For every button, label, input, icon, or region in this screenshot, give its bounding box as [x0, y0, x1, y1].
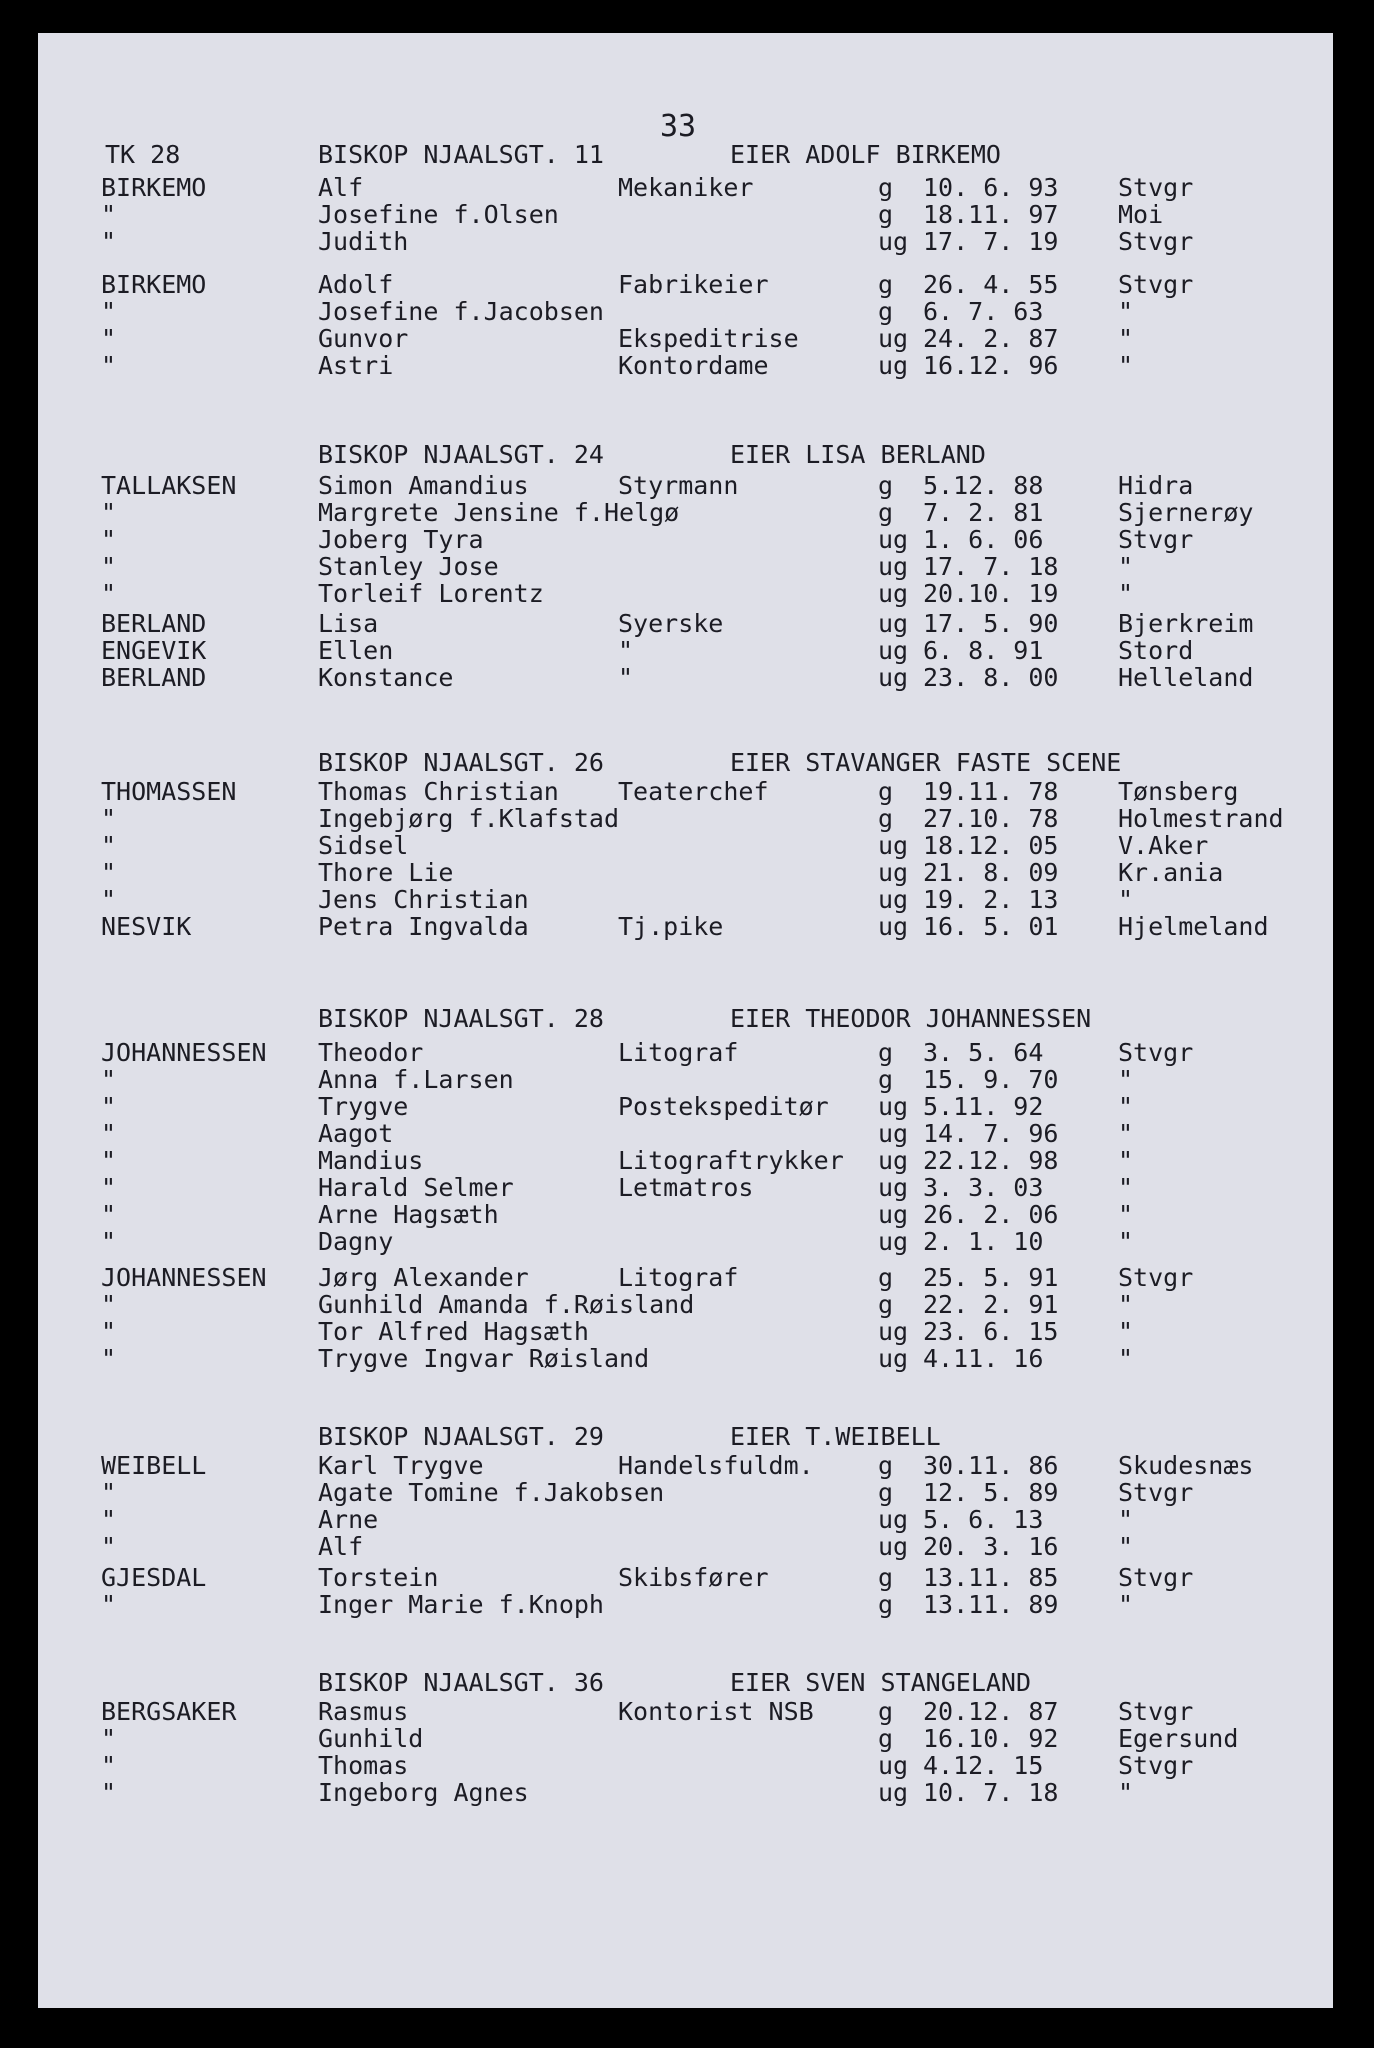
surname: " — [101, 1317, 117, 1346]
first-names: Ellen — [318, 636, 394, 665]
birthplace: Stvgr — [1118, 525, 1194, 554]
surname: " — [101, 1590, 117, 1619]
marital-status: ug — [878, 227, 909, 256]
marital-status: ug — [878, 1532, 909, 1561]
birth-date: 17. 5. 90 — [923, 609, 1059, 638]
surname: " — [101, 525, 117, 554]
first-names: Torleif Lorentz — [318, 579, 544, 608]
birth-date: 5. 6. 13 — [923, 1505, 1044, 1534]
marital-status: g — [878, 1724, 894, 1753]
first-names: Adolf — [318, 270, 394, 299]
occupation: Syerske — [618, 609, 724, 638]
surname: " — [101, 227, 117, 256]
birth-date: 14. 7. 96 — [923, 1119, 1059, 1148]
birth-date: 18.12. 05 — [923, 831, 1059, 860]
birthplace: " — [1118, 552, 1134, 581]
first-names: Arne — [318, 1505, 379, 1534]
birth-date: 12. 5. 89 — [923, 1478, 1059, 1507]
street-address: BISKOP NJAALSGT. 36 — [318, 1668, 604, 1697]
birth-date: 21. 8. 09 — [923, 858, 1059, 887]
first-names: Alf — [318, 1532, 364, 1561]
surname: " — [101, 552, 117, 581]
birth-date: 10. 7. 18 — [923, 1778, 1059, 1807]
birthplace: Tønsberg — [1118, 777, 1239, 806]
resident-row — [38, 498, 1333, 528]
surname: JOHANNESSEN — [101, 1263, 267, 1292]
birth-date: 15. 9. 70 — [923, 1065, 1059, 1094]
first-names: Petra Ingvalda — [318, 912, 529, 941]
first-names: Josefine f.Olsen — [318, 200, 559, 229]
birthplace: " — [1118, 1317, 1134, 1346]
resident-row — [38, 1778, 1333, 1808]
marital-status: ug — [878, 324, 909, 353]
birth-date: 3. 5. 64 — [923, 1038, 1044, 1067]
surname: BERLAND — [101, 609, 207, 638]
surname: WEIBELL — [101, 1451, 207, 1480]
surname: " — [101, 1751, 117, 1780]
birth-date: 19. 2. 13 — [923, 885, 1059, 914]
birthplace: Stvgr — [1118, 227, 1194, 256]
occupation: Postekspeditør — [618, 1092, 829, 1121]
birth-date: 17. 7. 18 — [923, 552, 1059, 581]
birthplace: " — [1118, 1092, 1134, 1121]
marital-status: g — [878, 1290, 894, 1319]
birthplace: Stvgr — [1118, 1263, 1194, 1292]
first-names: Inger Marie f.Knoph — [318, 1590, 604, 1619]
surname: " — [101, 1173, 117, 1202]
birthplace: " — [1118, 1290, 1134, 1319]
first-names: Gunhild — [318, 1724, 424, 1753]
birthplace: " — [1118, 1227, 1134, 1256]
birth-date: 5.11. 92 — [923, 1092, 1044, 1121]
marital-status: ug — [878, 858, 909, 887]
resident-row — [38, 200, 1333, 230]
occupation: Styrmann — [618, 471, 739, 500]
marital-status: ug — [878, 1751, 909, 1780]
property-owner: EIER STAVANGER FASTE SCENE — [730, 748, 1122, 777]
marital-status: ug — [878, 1344, 909, 1373]
birthplace: " — [1118, 1505, 1134, 1534]
resident-row — [38, 663, 1333, 693]
occupation: Teaterchef — [618, 777, 769, 806]
section-header — [38, 440, 1333, 470]
birthplace: Egersund — [1118, 1724, 1239, 1753]
birth-date: 23. 8. 00 — [923, 663, 1059, 692]
marital-status: g — [878, 1038, 894, 1067]
birthplace: Stvgr — [1118, 1478, 1194, 1507]
marital-status: ug — [878, 1227, 909, 1256]
first-names: Konstance — [318, 663, 454, 692]
resident-row — [38, 1263, 1333, 1293]
page-number: 33 — [660, 109, 697, 144]
resident-row — [38, 552, 1333, 582]
surname: BIRKEMO — [101, 173, 207, 202]
surname: " — [101, 1505, 117, 1534]
first-names: Thomas Christian — [318, 777, 559, 806]
resident-row — [38, 1751, 1333, 1781]
occupation: Kontordame — [618, 351, 769, 380]
street-address: BISKOP NJAALSGT. 26 — [318, 748, 604, 777]
surname: " — [101, 1200, 117, 1229]
marital-status: ug — [878, 1200, 909, 1229]
resident-row — [38, 831, 1333, 861]
marital-status: ug — [878, 1317, 909, 1346]
occupation: Mekaniker — [618, 173, 754, 202]
birth-date: 25. 5. 91 — [923, 1263, 1059, 1292]
occupation: Litograf — [618, 1038, 739, 1067]
first-names: Ingebjørg f.Klafstad — [318, 804, 620, 833]
first-names: Margrete Jensine f.Helgø — [318, 498, 680, 527]
birth-date: 20.10. 19 — [923, 579, 1059, 608]
marital-status: ug — [878, 663, 909, 692]
marital-status: ug — [878, 1778, 909, 1807]
birth-date: 13.11. 89 — [923, 1590, 1059, 1619]
birthplace: " — [1118, 1590, 1134, 1619]
birthplace: " — [1118, 1200, 1134, 1229]
surname: " — [101, 1290, 117, 1319]
birthplace: " — [1118, 1173, 1134, 1202]
first-names: Mandius — [318, 1146, 424, 1175]
birth-date: 4.12. 15 — [923, 1751, 1044, 1780]
birth-date: 16. 5. 01 — [923, 912, 1059, 941]
birth-date: 4.11. 16 — [923, 1344, 1044, 1373]
resident-row — [38, 804, 1333, 834]
surname: BERGSAKER — [101, 1697, 237, 1726]
birthplace: Holmestrand — [1118, 804, 1284, 833]
first-names: Torstein — [318, 1563, 439, 1592]
birthplace: Stvgr — [1118, 1697, 1194, 1726]
resident-row — [38, 1173, 1333, 1203]
resident-row — [38, 471, 1333, 501]
marital-status: ug — [878, 1119, 909, 1148]
first-names: Astri — [318, 351, 394, 380]
first-names: Alf — [318, 173, 364, 202]
resident-row — [38, 173, 1333, 203]
birthplace: " — [1118, 885, 1134, 914]
resident-row — [38, 270, 1333, 300]
surname: " — [101, 804, 117, 833]
first-names: Rasmus — [318, 1697, 409, 1726]
first-names: Josefine f.Jacobsen — [318, 297, 604, 326]
first-names: Thore Lie — [318, 858, 454, 887]
resident-row — [38, 579, 1333, 609]
occupation: Tj.pike — [618, 912, 724, 941]
street-address: BISKOP NJAALSGT. 24 — [318, 440, 604, 469]
resident-row — [38, 858, 1333, 888]
birth-date: 26. 2. 06 — [923, 1200, 1059, 1229]
property-owner: EIER LISA BERLAND — [730, 440, 986, 469]
street-address: BISKOP NJAALSGT. 29 — [318, 1422, 604, 1451]
birthplace: Hjelmeland — [1118, 912, 1269, 941]
marital-status: g — [878, 200, 894, 229]
marital-status: g — [878, 173, 894, 202]
marital-status: ug — [878, 351, 909, 380]
birth-date: 2. 1. 10 — [923, 1227, 1044, 1256]
marital-status: g — [878, 1263, 894, 1292]
resident-row — [38, 1563, 1333, 1593]
birth-date: 5.12. 88 — [923, 471, 1044, 500]
marital-status: g — [878, 1563, 894, 1592]
birth-date: 24. 2. 87 — [923, 324, 1059, 353]
first-names: Tor Alfred Hagsæth — [318, 1317, 589, 1346]
surname: " — [101, 579, 117, 608]
resident-row — [38, 324, 1333, 354]
resident-row — [38, 1451, 1333, 1481]
occupation: Litograftrykker — [618, 1146, 844, 1175]
property-owner: EIER THEODOR JOHANNESSEN — [730, 1004, 1092, 1033]
marital-status: g — [878, 1590, 894, 1619]
occupation: Skibsfører — [618, 1563, 769, 1592]
surname: " — [101, 831, 117, 860]
resident-row — [38, 1505, 1333, 1535]
first-names: Thomas — [318, 1751, 409, 1780]
property-owner: EIER T.WEIBELL — [730, 1422, 941, 1451]
birth-date: 6. 7. 63 — [923, 297, 1044, 326]
first-names: Harald Selmer — [318, 1173, 514, 1202]
birthplace: Stvgr — [1118, 1563, 1194, 1592]
property-owner: EIER ADOLF BIRKEMO — [730, 140, 1001, 169]
birthplace: Helleland — [1118, 663, 1254, 692]
marital-status: g — [878, 297, 894, 326]
occupation: " — [618, 636, 634, 665]
birthplace: V.Aker — [1118, 831, 1209, 860]
page-number-line — [38, 109, 1333, 144]
marital-status: g — [878, 777, 894, 806]
first-names: Aagot — [318, 1119, 394, 1148]
occupation: Ekspeditrise — [618, 324, 799, 353]
surname: GJESDAL — [101, 1563, 207, 1592]
section-header — [38, 1422, 1333, 1452]
birthplace: " — [1118, 1119, 1134, 1148]
first-names: Lisa — [318, 609, 379, 638]
occupation: Handelsfuldm. — [618, 1451, 814, 1480]
birthplace: Stvgr — [1118, 1751, 1194, 1780]
first-names: Simon Amandius — [318, 471, 529, 500]
surname: " — [101, 200, 117, 229]
birthplace: Stvgr — [1118, 270, 1194, 299]
resident-row — [38, 912, 1333, 942]
birthplace: " — [1118, 1146, 1134, 1175]
resident-row — [38, 1092, 1333, 1122]
surname: " — [101, 1119, 117, 1148]
occupation: Kontorist NSB — [618, 1697, 814, 1726]
marital-status: ug — [878, 912, 909, 941]
resident-row — [38, 636, 1333, 666]
birth-date: 26. 4. 55 — [923, 270, 1059, 299]
marital-status: ug — [878, 636, 909, 665]
resident-row — [38, 1478, 1333, 1508]
birthplace: Skudesnæs — [1118, 1451, 1254, 1480]
marital-status: ug — [878, 1146, 909, 1175]
surname: " — [101, 1778, 117, 1807]
surname: " — [101, 1227, 117, 1256]
marital-status: ug — [878, 831, 909, 860]
birth-date: 30.11. 86 — [923, 1451, 1059, 1480]
surname: " — [101, 1532, 117, 1561]
marital-status: g — [878, 804, 894, 833]
surname: TALLAKSEN — [101, 471, 237, 500]
marital-status: g — [878, 1065, 894, 1094]
first-names: Stanley Jose — [318, 552, 499, 581]
resident-row — [38, 1227, 1333, 1257]
street-address: BISKOP NJAALSGT. 11 — [318, 140, 604, 169]
birth-date: 6. 8. 91 — [923, 636, 1044, 665]
first-names: Judith — [318, 227, 409, 256]
marital-status: ug — [878, 609, 909, 638]
birth-date: 10. 6. 93 — [923, 173, 1059, 202]
marital-status: ug — [878, 885, 909, 914]
resident-row — [38, 1317, 1333, 1347]
surname: " — [101, 858, 117, 887]
first-names: Karl Trygve — [318, 1451, 484, 1480]
surname: ENGEVIK — [101, 636, 207, 665]
section-header — [38, 1004, 1333, 1034]
tk-code: TK 28 — [105, 140, 181, 169]
property-owner: EIER SVEN STANGELAND — [730, 1668, 1032, 1697]
first-names: Jens Christian — [318, 885, 529, 914]
first-names: Trygve — [318, 1092, 409, 1121]
birthplace: " — [1118, 351, 1134, 380]
street-address: BISKOP NJAALSGT. 28 — [318, 1004, 604, 1033]
surname: " — [101, 297, 117, 326]
birthplace: " — [1118, 297, 1134, 326]
first-names: Dagny — [318, 1227, 394, 1256]
resident-row — [38, 1146, 1333, 1176]
birthplace: Bjerkreim — [1118, 609, 1254, 638]
birth-date: 23. 6. 15 — [923, 1317, 1059, 1346]
surname: BIRKEMO — [101, 270, 207, 299]
birth-date: 16.10. 92 — [923, 1724, 1059, 1753]
occupation: Litograf — [618, 1263, 739, 1292]
birth-date: 16.12. 96 — [923, 351, 1059, 380]
first-names: Anna f.Larsen — [318, 1065, 514, 1094]
birthplace: Hidra — [1118, 471, 1194, 500]
section-header — [38, 140, 1333, 170]
resident-row — [38, 609, 1333, 639]
birth-date: 20.12. 87 — [923, 1697, 1059, 1726]
section-header — [38, 748, 1333, 778]
birth-date: 20. 3. 16 — [923, 1532, 1059, 1561]
first-names: Jørg Alexander — [318, 1263, 529, 1292]
resident-row — [38, 297, 1333, 327]
birth-date: 17. 7. 19 — [923, 227, 1059, 256]
resident-row — [38, 1590, 1333, 1620]
first-names: Joberg Tyra — [318, 525, 484, 554]
resident-row — [38, 777, 1333, 807]
surname: THOMASSEN — [101, 777, 237, 806]
birth-date: 18.11. 97 — [923, 200, 1059, 229]
birth-date: 27.10. 78 — [923, 804, 1059, 833]
resident-row — [38, 351, 1333, 381]
birthplace: " — [1118, 1065, 1134, 1094]
surname: " — [101, 1146, 117, 1175]
resident-row — [38, 1724, 1333, 1754]
first-names: Trygve Ingvar Røisland — [318, 1344, 650, 1373]
birthplace: Stord — [1118, 636, 1194, 665]
surname: BERLAND — [101, 663, 207, 692]
resident-row — [38, 525, 1333, 555]
marital-status: ug — [878, 579, 909, 608]
resident-row — [38, 1038, 1333, 1068]
marital-status: g — [878, 1697, 894, 1726]
birthplace: Moi — [1118, 200, 1164, 229]
birthplace: " — [1118, 579, 1134, 608]
marital-status: g — [878, 1478, 894, 1507]
surname: " — [101, 1344, 117, 1373]
resident-row — [38, 1065, 1333, 1095]
birth-date: 22.12. 98 — [923, 1146, 1059, 1175]
birth-date: 3. 3. 03 — [923, 1173, 1044, 1202]
section-header — [38, 1668, 1333, 1698]
marital-status: g — [878, 270, 894, 299]
marital-status: g — [878, 471, 894, 500]
marital-status: ug — [878, 552, 909, 581]
surname: " — [101, 351, 117, 380]
first-names: Gunvor — [318, 324, 409, 353]
resident-row — [38, 1532, 1333, 1562]
birth-date: 1. 6. 06 — [923, 525, 1044, 554]
resident-row — [38, 1697, 1333, 1727]
marital-status: g — [878, 498, 894, 527]
first-names: Arne Hagsæth — [318, 1200, 499, 1229]
surname: " — [101, 885, 117, 914]
surname: " — [101, 1478, 117, 1507]
marital-status: g — [878, 1451, 894, 1480]
surname: JOHANNESSEN — [101, 1038, 267, 1067]
marital-status: ug — [878, 1092, 909, 1121]
surname: NESVIK — [101, 912, 192, 941]
birthplace: Kr.ania — [1118, 858, 1224, 887]
birthplace: Stvgr — [1118, 173, 1194, 202]
birth-date: 13.11. 85 — [923, 1563, 1059, 1592]
birthplace: " — [1118, 324, 1134, 353]
resident-row — [38, 1290, 1333, 1320]
occupation: Fabrikeier — [618, 270, 769, 299]
resident-row — [38, 227, 1333, 257]
first-names: Agate Tomine f.Jakobsen — [318, 1478, 665, 1507]
marital-status: ug — [878, 525, 909, 554]
birth-date: 7. 2. 81 — [923, 498, 1044, 527]
first-names: Sidsel — [318, 831, 409, 860]
surname: " — [101, 1092, 117, 1121]
surname: " — [101, 498, 117, 527]
occupation: " — [618, 663, 634, 692]
birth-date: 19.11. 78 — [923, 777, 1059, 806]
birthplace: Sjernerøy — [1118, 498, 1254, 527]
birthplace: Stvgr — [1118, 1038, 1194, 1067]
resident-row — [38, 885, 1333, 915]
resident-row — [38, 1200, 1333, 1230]
birth-date: 22. 2. 91 — [923, 1290, 1059, 1319]
birthplace: " — [1118, 1532, 1134, 1561]
first-names: Gunhild Amanda f.Røisland — [318, 1290, 695, 1319]
surname: " — [101, 324, 117, 353]
marital-status: ug — [878, 1173, 909, 1202]
surname: " — [101, 1065, 117, 1094]
resident-row — [38, 1344, 1333, 1374]
resident-row — [38, 1119, 1333, 1149]
surname: " — [101, 1724, 117, 1753]
marital-status: ug — [878, 1505, 909, 1534]
document-page — [38, 33, 1333, 2008]
occupation: Letmatros — [618, 1173, 754, 1202]
birthplace: " — [1118, 1778, 1134, 1807]
first-names: Theodor — [318, 1038, 424, 1067]
birthplace: " — [1118, 1344, 1134, 1373]
first-names: Ingeborg Agnes — [318, 1778, 529, 1807]
